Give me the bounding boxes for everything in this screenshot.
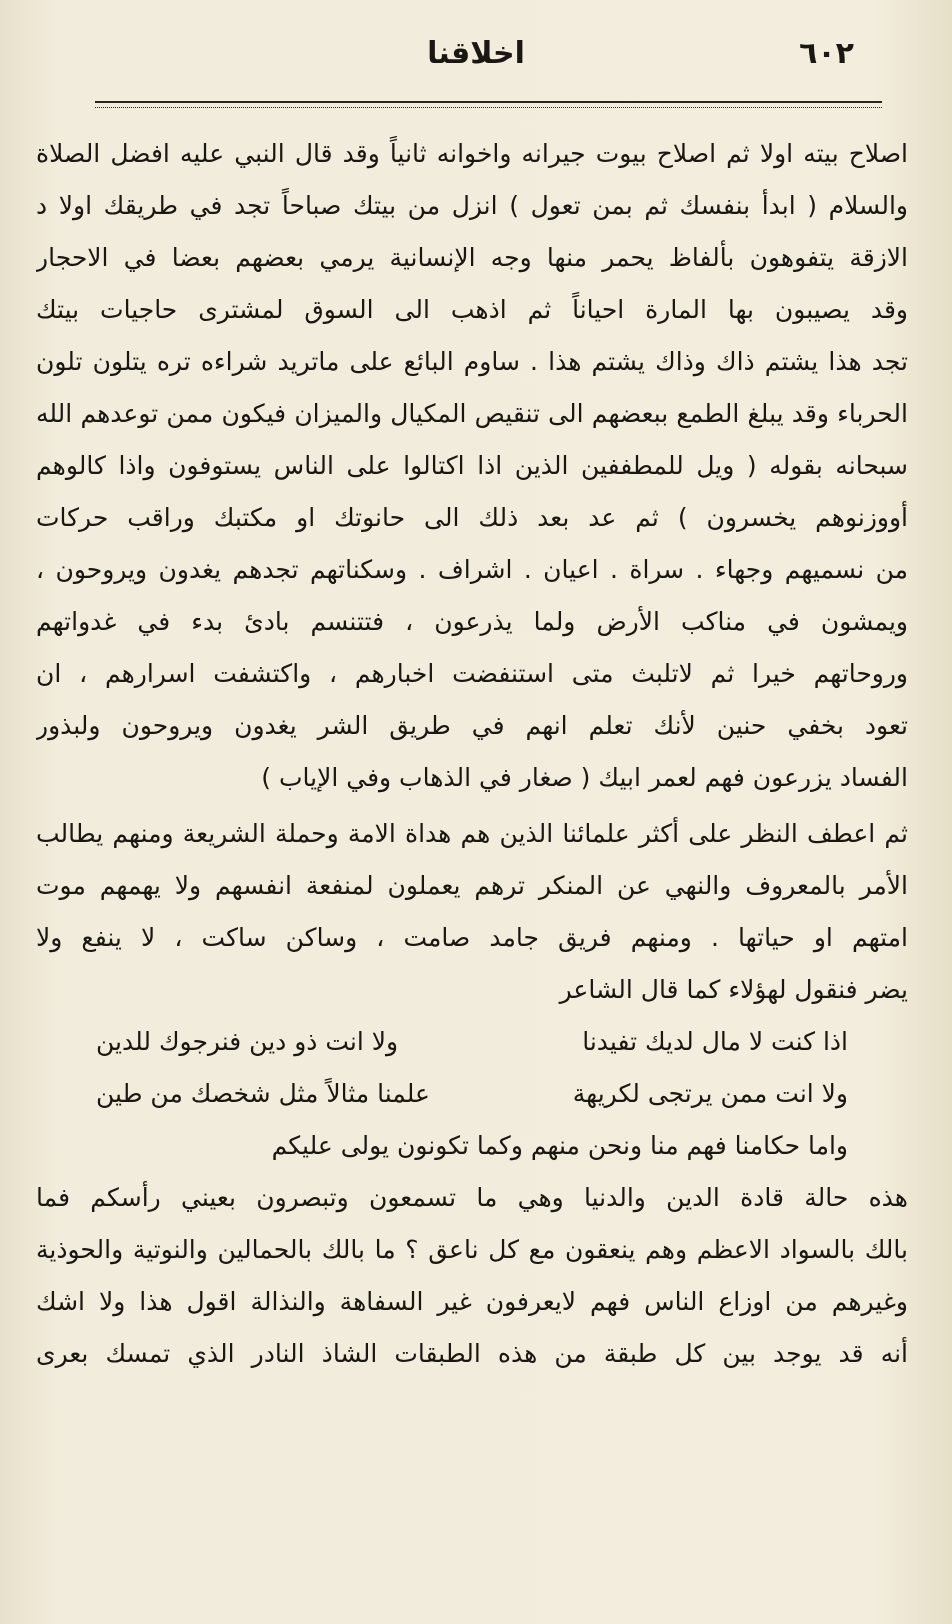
- text-line: وغيرهم من اوزاع الناس فهم لايعرفون غير السفاهة والنذالة اقول هذا ولا اشك: [36, 1287, 908, 1316]
- text-line: هذه حالة قادة الدين والدنيا وهي ما تسمعون وتبصرون بعيني رأسكم فما: [36, 1183, 908, 1212]
- verse-second-half: ولا انت ذو دين فنرجوك للدين: [96, 1027, 399, 1056]
- text-line: الازقة يتفوهون بألفاظ يحمر منها وجه الإنسانية يرمي بعضهم بعضا في الاحجار: [36, 243, 908, 272]
- text-line: وروحاتهم خيرا ثم لاتلبث متى استنفضت اخبارهم ، واكتشفت اسرارهم ، ان: [36, 659, 908, 688]
- text-line: والسلام ( ابدأ بنفسك ثم بمن تعول ) انزل من بيتك صباحاً تجد في طريقك اولا د: [36, 191, 908, 220]
- text-line: امتهم او حياتها . ومنهم فريق جامد صامت ، وساكن ساكت ، لا ينفع ولا: [36, 923, 908, 952]
- text-line: وقد يصيبون بها المارة احياناً ثم اذهب الى السوق لمشترى حاجيات بيتك: [36, 295, 908, 324]
- text-line: الفساد يزرعون فهم لعمر ابيك ( صغار في الذهاب وفي الإياب ): [261, 763, 908, 792]
- poem-verse: [96, 1068, 848, 1120]
- paragraph-2: [36, 808, 908, 1016]
- poem-verse: [96, 1016, 848, 1068]
- text-line: يضر فنقول لهؤلاء كما قال الشاعر: [559, 975, 908, 1004]
- page-header: [40, 30, 912, 80]
- verse-second-half: علمنا مثالاً مثل شخصك من طين: [96, 1079, 430, 1108]
- poem: [96, 1016, 848, 1172]
- text-line: ثم اعطف النظر على أكثر علمائنا الذين هم هداة الامة وحملة الشريعة ومنهم يطالب: [36, 819, 908, 848]
- text-line: تجد هذا يشتم ذاك وذاك يشتم هذا . ساوم البائع على ماتريد شراءه تره يتلون تلون: [36, 347, 908, 376]
- text-line: اصلاح بيته اولا ثم اصلاح بيوت جيرانه واخوانه ثانياً وقد قال النبي عليه افضل الصلاة: [36, 139, 908, 168]
- text-line: ويمشون في مناكب الأرض ولما يذرعون ، فتتنسم بادئ بدء في غدواتهم: [36, 607, 908, 636]
- page-body: [36, 128, 908, 1380]
- verse-first-half: اذا كنت لا مال لديك تفيدنا: [582, 1027, 848, 1056]
- paragraph-1: [36, 128, 908, 804]
- running-title: اخلاقنا: [427, 36, 525, 71]
- text-line: الأمر بالمعروف والنهي عن المنكر ترهم يعملون لمنفعة انفسهم ولا يهمهم موت: [36, 871, 908, 900]
- text-line: أووزنوهم يخسرون ) ثم عد بعد ذلك الى حانوتك او مكتبك وراقب حركات: [36, 503, 908, 532]
- poem-line: [96, 1120, 848, 1172]
- text-line: الحرباء وقد يبلغ الطمع ببعضهم الى تنقيص المكيال والميزان فيكون ممن توعدهم الله: [36, 399, 908, 428]
- text-line: من نسميهم وجهاء . سراة . اعيان . اشراف . وسكناتهم تجدهم يغدون ويروحون ،: [36, 555, 908, 584]
- text-line: تعود بخفي حنين لأنك تعلم انهم في طريق الشر يغدون ويروحون ولبذور: [36, 711, 908, 740]
- text-line: سبحانه بقوله ( ويل للمطففين الذين اذا اكتالوا على الناس يستوفون واذا كالوهم: [36, 451, 908, 480]
- paragraph-3: [36, 1172, 908, 1380]
- poem-line-text: واما حكامنا فهم منا ونحن منهم وكما تكونون يولى عليكم: [271, 1131, 848, 1160]
- text-line: أنه قد يوجد بين كل طبقة من هذه الطبقات الشاذ النادر الذي تمسك بعرى: [36, 1339, 908, 1368]
- text-line: بالك بالسواد الاعظم وهم ينعقون مع كل ناعق ؟ ما بالك بالحمالين والنوتية والحوذية: [36, 1235, 908, 1264]
- verse-first-half: ولا انت ممن يرتجى لكريهة: [572, 1079, 848, 1108]
- header-divider: [95, 101, 882, 108]
- page-number: ٦٠٢: [799, 36, 854, 71]
